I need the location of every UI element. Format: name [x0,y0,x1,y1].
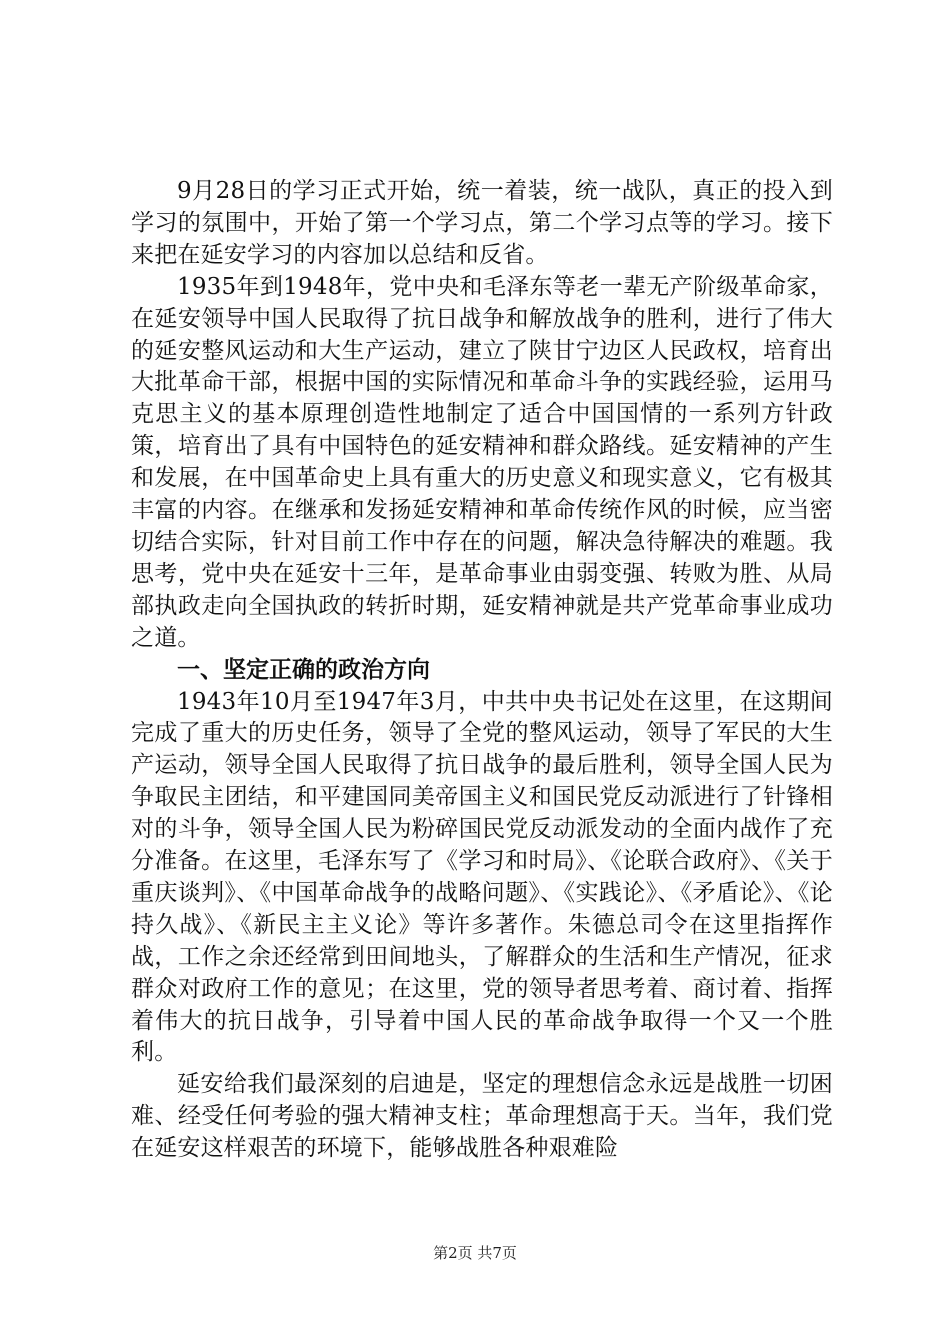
page-number-footer: 第2页 共7页 [433,1244,517,1262]
document-body [131,176,833,1165]
section-paragraph: 延安给我们最深刻的启迪是，坚定的理想信念永远是战胜一切困难、经受任何考验的强大精神支柱；革命理想高于天。当年，我们党在延安这样艰苦的环境下，能够战胜各种艰难险 [131,1071,833,1162]
section-paragraph: 1943年10月至1947年3月，中共中央书记处在这里，在这期间完成了重大的历史任务，领导了全党的整风运动，领导了军民的大生产运动，领导全国人民取得了抗日战争的最后胜利，领导全国人民为争取民主团结，和平建国同美帝国主义和国民党反动派进行了针锋相对的斗争，领导全国人民为粉碎国民党反动派发动的全面内战作了充分准备。在这里，毛泽东写了《学习和时局》、《论联合政府》、《关于重庆谈判》、《中国革命战争的战略问题》、《实践论》、《矛盾论》、《论持久战》、《新民主主义论》等许多著作。朱德总司令在这里指挥作战，工作之余还经常到田间地头，了解群众的生活和生产情况，征求群众对政府工作的意见；在这里，党的领导者思考着、商讨着、指挥着伟大的抗日战争，引导着中国人民的革命战争取得一个又一个胜利。 [131,688,833,1066]
intro-paragraph: 9月28日的学习正式开始，统一着装，统一战队，真正的投入到学习的氛围中，开始了第一个学习点，第二个学习点等的学习。接下来把在延安学习的内容加以总结和反省。 [131,178,833,268]
history-paragraph: 1935年到1948年，党中央和毛泽东等老一辈无产阶级革命家，在延安领导中国人民取得了抗日战争和解放战争的胜利，进行了伟大的延安整风运动和大生产运动，建立了陕甘宁边区人民政权，培育出大批革命干部，根据中国的实际情况和革命斗争的实践经验，运用马克思主义的基本原理创造性地制定了适合中国国情的一系列方针政策，培育出了具有中国特色的延安精神和群众路线。延安精神的产生和发展，在中国革命史上具有重大的历史意义和现实意义，它有极其丰富的内容。在继承和发扬延安精神和革命传统作风的时候，应当密切结合实际，针对目前工作中存在的问题，解决急待解决的难题。我思考，党中央在延安十三年，是革命事业由弱变强、转败为胜、从局部执政走向全国执政的转折时期，延安精神就是共产党革命事业成功之道。 [131,273,833,651]
section-heading: 一、坚定正确的政治方向 [177,656,430,683]
